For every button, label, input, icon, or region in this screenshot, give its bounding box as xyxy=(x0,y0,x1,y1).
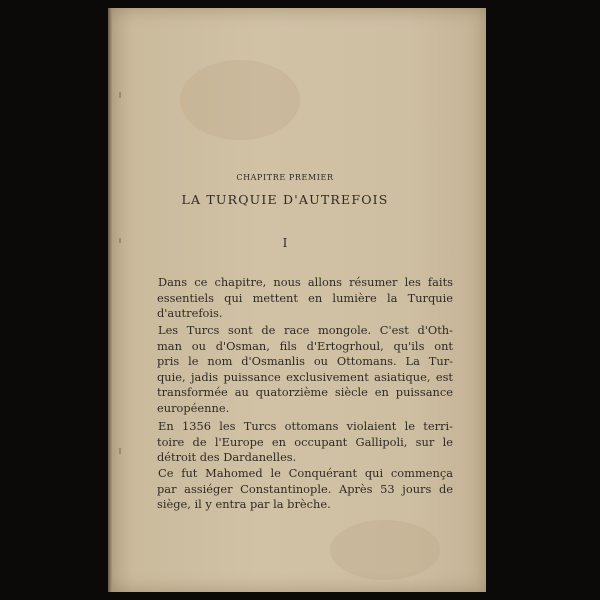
text-line: Dans ce chapitre, nous allons résumer les faits xyxy=(158,275,453,289)
text-line: En 1356 les Turcs ottomans violaient le terri- xyxy=(158,419,453,433)
chapter-title: LA TURQUIE D'AUTREFOIS xyxy=(181,192,389,207)
stitch-mark xyxy=(119,92,121,98)
text-line: détroit des Dardanelles. xyxy=(157,450,297,464)
page-spine-edge xyxy=(108,8,112,592)
stitch-mark xyxy=(119,448,121,454)
chapter-label: CHAPITRE PREMIER xyxy=(236,173,334,182)
text-line: essentiels qui mettent en lumière la Turquie xyxy=(157,290,453,305)
text-line: toire de l'Europe en occupant Gallipoli, sur le xyxy=(157,434,453,449)
text-line: quie, jadis puissance exclusivement asiatique, est xyxy=(157,369,453,384)
text-line: transformée au quatorzième siècle en puissance xyxy=(157,385,453,399)
text-line: Ce fut Mahomed le Conquérant qui commença xyxy=(158,466,453,480)
paragraph xyxy=(157,466,453,513)
text-line: man ou d'Osman, fils d'Ertogrhoul, qu'ils ont xyxy=(157,338,453,353)
paragraph xyxy=(157,323,453,416)
text-line: par assiéger Constantinople. Après 53 jours de xyxy=(157,481,453,496)
paper-stain xyxy=(330,520,440,580)
text-line: d'autrefois. xyxy=(157,306,223,320)
paper-stain xyxy=(180,60,300,140)
section-number: I xyxy=(282,236,288,250)
text-line: européenne. xyxy=(157,400,230,415)
paragraph xyxy=(157,275,453,322)
text-line: pris le nom d'Osmanlis ou Ottomans. La Tur- xyxy=(157,354,453,368)
paragraph xyxy=(157,419,453,466)
text-line: siège, il y entra par la brèche. xyxy=(157,497,331,511)
text-line: Les Turcs sont de race mongole. C'est d'Oth- xyxy=(158,323,453,337)
stitch-mark xyxy=(119,238,121,243)
